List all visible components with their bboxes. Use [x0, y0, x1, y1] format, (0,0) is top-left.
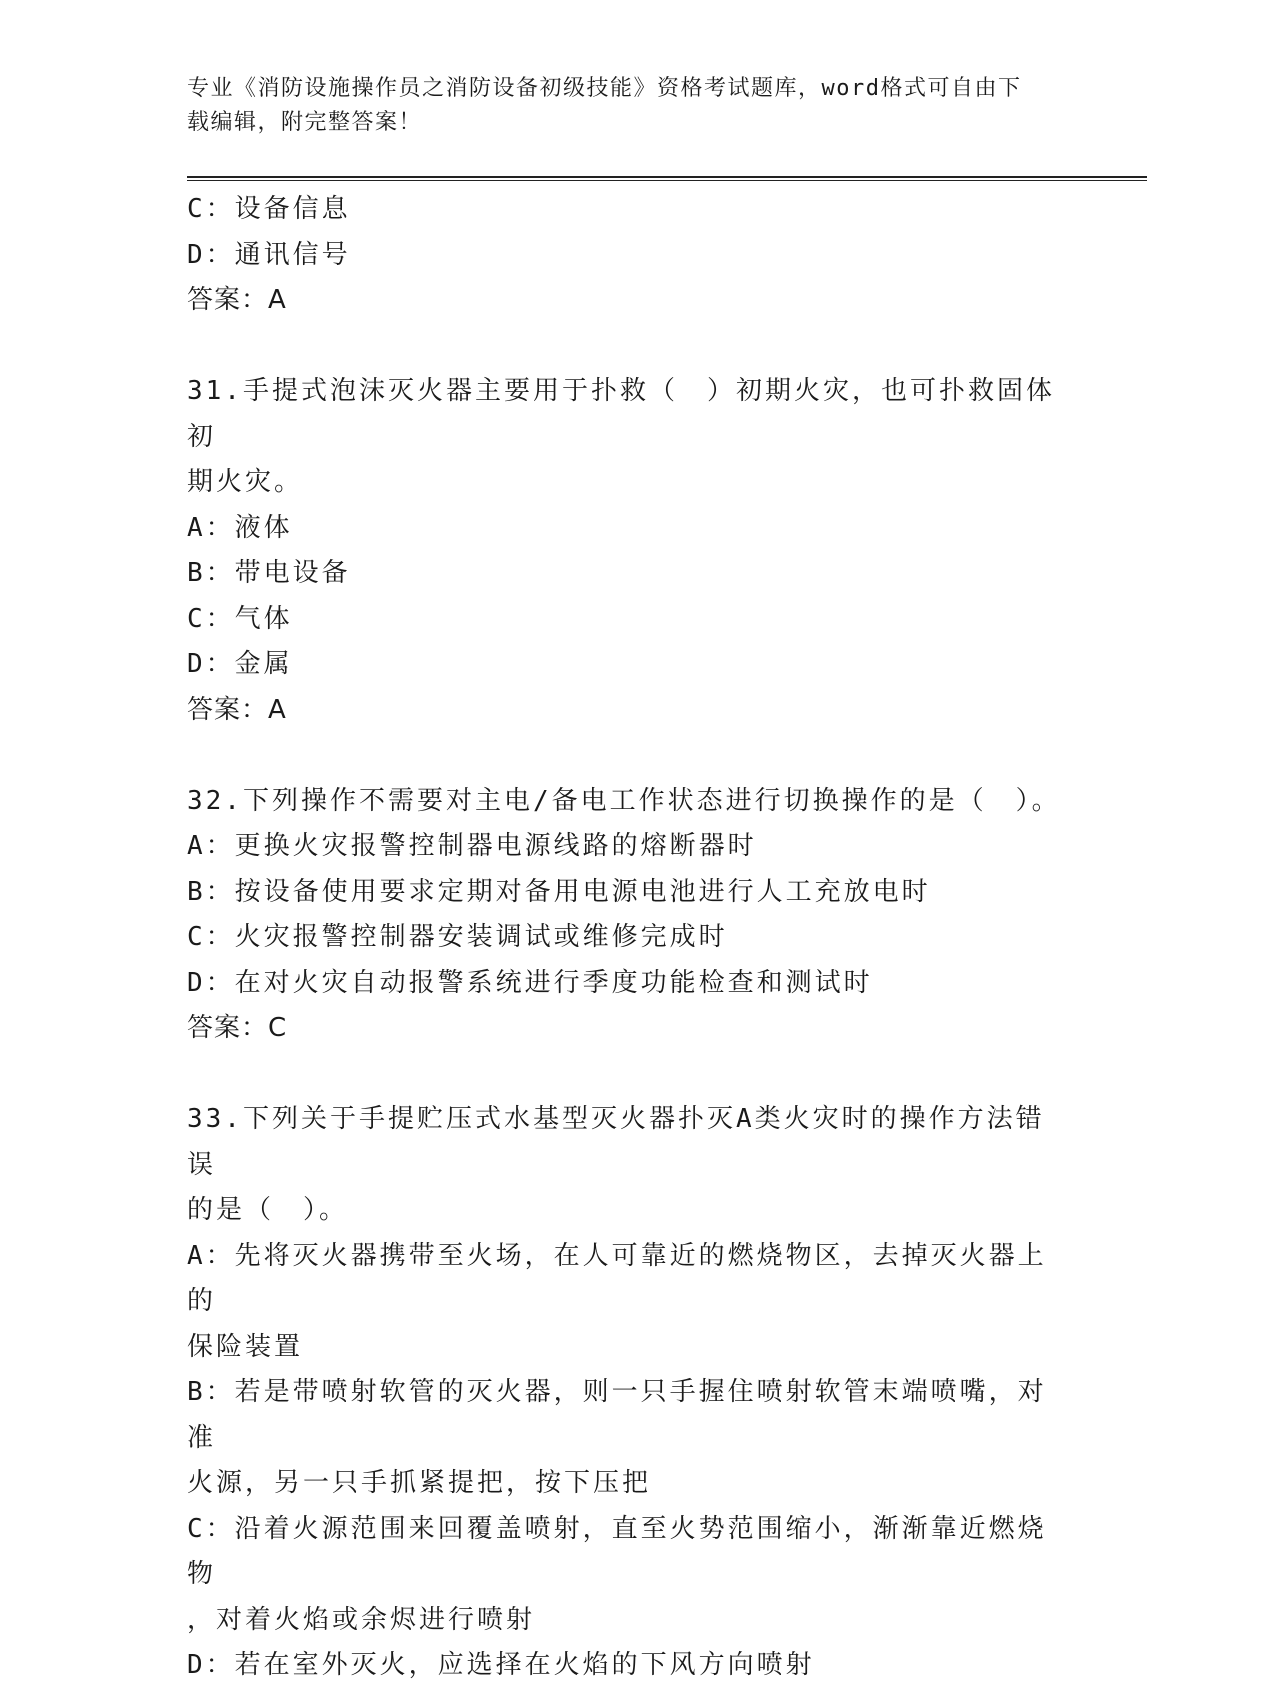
question-content [187, 187, 1067, 1689]
spacer [187, 324, 1067, 370]
q33-option-c-line-2: ，对着火焰或余烬进行喷射 [187, 1604, 536, 1635]
document-page [187, 0, 1147, 1680]
q31-option-b: B：带电设备 [187, 558, 351, 588]
q32-option-b: B：按设备使用要求定期对备用电源电池进行人工充放电时 [187, 876, 931, 907]
q33-option-b-line-2: 火源，另一只手抓紧提把，按下压把 [187, 1468, 652, 1498]
spacer [187, 733, 1067, 779]
header-divider [187, 176, 1147, 181]
q31-answer: 答案：A [187, 694, 287, 725]
page-header [187, 72, 1057, 140]
q31-stem-line-1: 31.手提式泡沫灭火器主要用于扑救（ ）初期火灾，也可扑救固体初 [187, 376, 1055, 452]
q32-answer: 答案：C [187, 1013, 288, 1043]
q33-option-c-line-1: C：沿着火源范围来回覆盖喷射，直至火势范围缩小，渐渐靠近燃烧物 [187, 1513, 1047, 1589]
q32-option-c: C：火灾报警控制器安装调试或维修完成时 [187, 922, 728, 952]
q32-option-a: A：更换火灾报警控制器电源线路的熔断器时 [187, 831, 757, 861]
q33-option-a-line-2: 保险装置 [187, 1331, 304, 1362]
header-line-2: 载编辑，附完整答案！ [187, 110, 423, 135]
q33-stem-line-2: 的是（ ）。 [187, 1195, 349, 1225]
spacer [187, 1052, 1067, 1098]
header-line-1: 专业《消防设施操作员之消防设备初级技能》资格考试题库，word格式可自由下 [187, 76, 1022, 101]
q31-option-a: A：液体 [187, 512, 293, 543]
q33-option-a-line-1: A：先将灭火器携带至火场，在人可靠近的燃烧物区，去掉灭火器上的 [187, 1240, 1047, 1316]
q31-option-c: C：气体 [187, 603, 293, 634]
q33-option-b-line-1: B：若是带喷射软管的灭火器，则一只手握住喷射软管末端喷嘴，对准 [187, 1377, 1047, 1453]
prev-answer: 答案：A [187, 285, 287, 315]
q31-option-d: D：金属 [187, 649, 293, 679]
q32-stem-line-1: 32.下列操作不需要对主电/备电工作状态进行切换操作的是（ ）。 [187, 785, 1061, 816]
prev-option-d: D：通讯信号 [187, 239, 351, 270]
q33-option-d: D：若在室外灭火，应选择在火焰的下风方向喷射 [187, 1650, 815, 1680]
q33-stem-line-1: 33.下列关于手提贮压式水基型灭火器扑灭A类火灾时的操作方法错误 [187, 1104, 1045, 1180]
prev-option-c: C：设备信息 [187, 194, 351, 224]
q31-stem-line-2: 期火灾。 [187, 467, 304, 497]
q32-option-d: D：在对火灾自动报警系统进行季度功能检查和测试时 [187, 967, 873, 998]
